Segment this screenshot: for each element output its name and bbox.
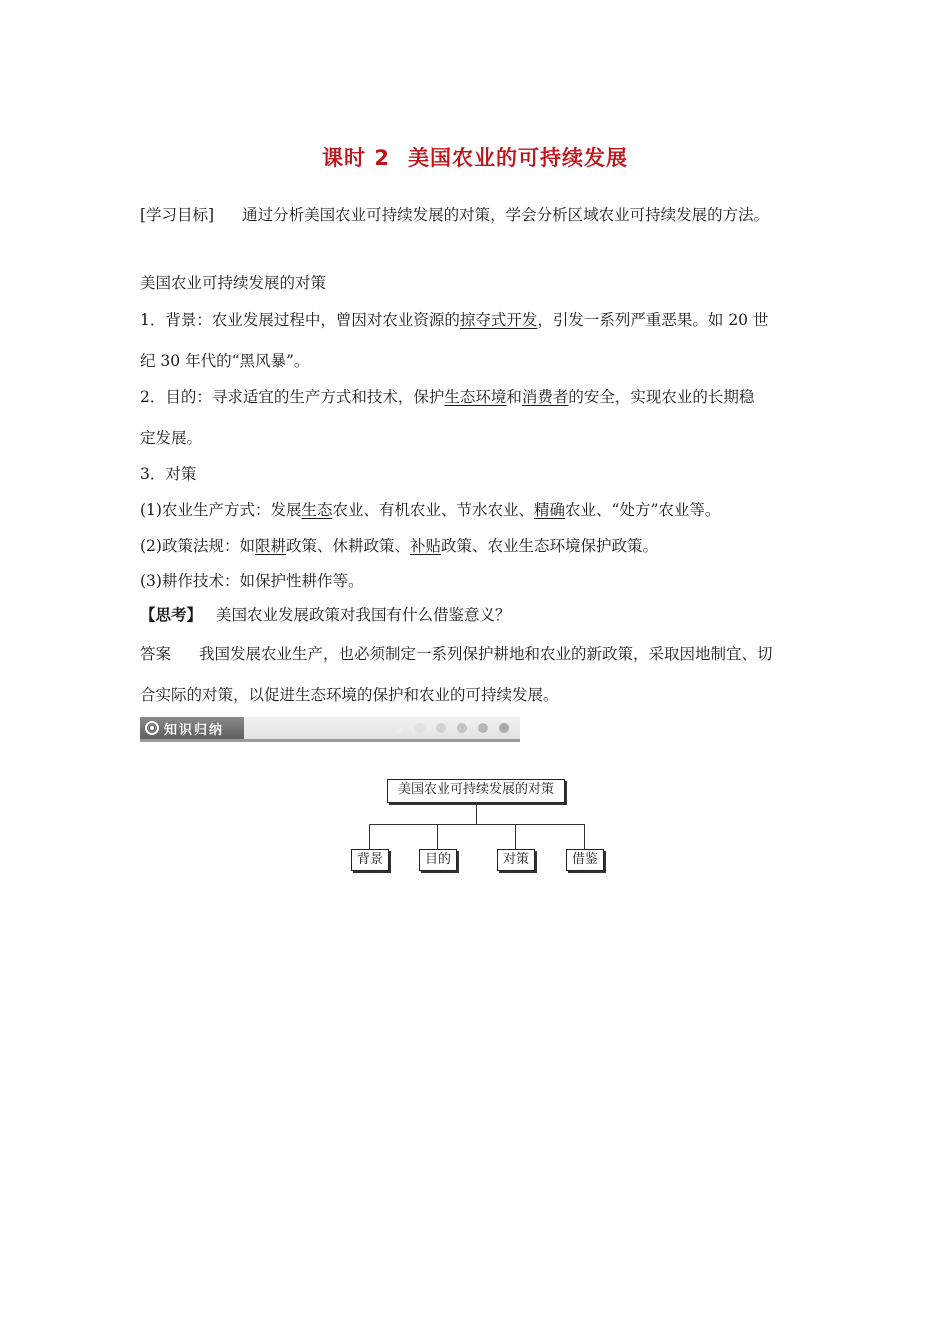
- measure-policy-suffix: 政策、农业生态环境保护政策。: [441, 537, 659, 555]
- learning-goal-text: 通过分析美国农业可持续发展的对策，学会分析区域农业可持续发展的方法。: [242, 206, 770, 224]
- measure-production-keyword-2: 精确: [534, 501, 566, 519]
- diagram-child-connector: [369, 824, 370, 849]
- measure-production-suffix: 农业、“处方”农业等。: [565, 501, 721, 519]
- answer-line-2: 合实际的对策，以促进生态环境的保护和农业的可持续发展。: [140, 686, 559, 704]
- purpose-and: 和: [506, 388, 522, 406]
- diagram-child-connector: [437, 824, 438, 849]
- measure-policy: [140, 535, 820, 557]
- diagram-child-node: 背景: [351, 849, 389, 871]
- measure-production: [140, 499, 820, 521]
- diagram-child-node: 目的: [419, 849, 457, 871]
- diagram-child-node: 借鉴: [566, 849, 604, 871]
- measure-production-mid: 农业、有机农业、节水农业、: [332, 501, 534, 519]
- target-icon: [145, 721, 159, 735]
- diagram-root: 美国农业可持续发展的对策: [387, 779, 565, 803]
- measure-policy-prefix: (2)政策法规：如: [140, 537, 255, 555]
- diagram-child-connector: [584, 824, 585, 849]
- lesson-topic: 美国农业的可持续发展: [407, 146, 628, 170]
- banner-underline: [140, 739, 520, 742]
- think-question: [140, 604, 820, 626]
- think-label: 【思考】: [140, 606, 203, 624]
- background-keyword: 掠夺式开发: [459, 311, 538, 329]
- purpose-keyword-2: 消费者: [521, 388, 569, 406]
- measure-production-keyword-1: 生态: [301, 501, 333, 519]
- purpose-prefix: 2．目的：寻求适宜的生产方式和技术，保护: [140, 388, 445, 406]
- measure-production-prefix: (1)农业生产方式：发展: [140, 501, 302, 519]
- measure-policy-keyword-2: 补贴: [410, 537, 442, 555]
- answer-text-1: 我国发展农业生产，也必须制定一系列保护耕地和农业的新政策，采取因地制宜、切: [199, 645, 773, 663]
- banner-dot: [415, 723, 425, 733]
- diagram-branch-line: [369, 824, 584, 825]
- measure-policy-mid: 政策、休耕政策、: [285, 537, 410, 555]
- purpose-line-1: [140, 386, 820, 408]
- measure-technique: (3)耕作技术：如保护性耕作等。: [140, 572, 364, 590]
- banner-dot: [436, 723, 446, 733]
- banner-dot: [457, 723, 467, 733]
- banner-label: 知识归纳: [164, 723, 225, 738]
- lesson-number: 课时 2: [322, 146, 390, 170]
- background-line-1: [140, 309, 820, 331]
- background-suffix: ，引发一系列严重恶果。如 20 世: [537, 311, 769, 329]
- banner-label-box: [140, 717, 244, 739]
- background-prefix: 1．背景：农业发展过程中，曾因对农业资源的: [140, 311, 460, 329]
- banner-dot: [478, 723, 488, 733]
- learning-goal: [140, 204, 820, 226]
- purpose-keyword-1: 生态环境: [444, 388, 507, 406]
- diagram-child-connector: [515, 824, 516, 849]
- diagram-child-node: 对策: [497, 849, 535, 871]
- diagram-root-connector: [476, 802, 477, 824]
- knowledge-summary-banner: [140, 717, 520, 747]
- answer-line-1: [140, 643, 820, 665]
- lesson-title: [0, 142, 950, 172]
- background-line-2: 纪 30 年代的“黑风暴”。: [140, 352, 310, 370]
- measures-heading: 3．对策: [140, 465, 197, 483]
- answer-label: 答案: [140, 645, 172, 663]
- purpose-line-2: 定发展。: [140, 429, 203, 447]
- measure-policy-keyword-1: 限耕: [254, 537, 286, 555]
- purpose-suffix: 的安全，实现农业的长期稳: [568, 388, 755, 406]
- banner-dot: [394, 723, 404, 733]
- banner-dot: [499, 723, 509, 733]
- think-text: 美国农业发展政策对我国有什么借鉴意义？: [216, 606, 511, 624]
- section-heading: 美国农业可持续发展的对策: [140, 274, 327, 292]
- learning-goal-label: [学习目标]: [140, 206, 215, 224]
